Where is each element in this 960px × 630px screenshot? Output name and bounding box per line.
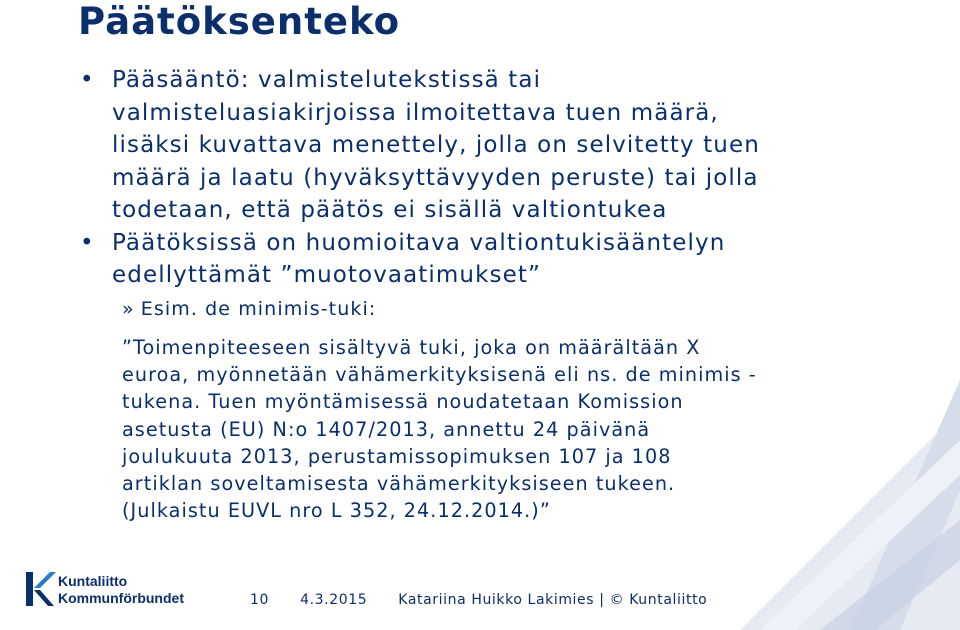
sub-bullet: [122, 296, 882, 323]
bullet-2-line-2: edellyttämät ”muotovaatimukset”: [112, 262, 541, 288]
slide-title: Päätöksenteko: [78, 0, 401, 43]
bullet-list: [80, 64, 870, 292]
decorative-corner-graphic: [700, 380, 960, 630]
bullet-item-2: [80, 227, 870, 292]
logo-wordmark: [58, 573, 184, 607]
logo-line-2: Kommunförbundet: [58, 590, 184, 606]
footer-date: 4.3.2015: [300, 592, 368, 608]
bullet-1-line-2: valmisteluasiakirjoissa ilmoitettava tuen määrä,: [112, 99, 719, 126]
bullet-1-line-5: todetaan, että päätös ei sisällä valtiontukea: [112, 197, 668, 223]
logo-line-1: Kuntaliitto: [58, 573, 128, 589]
quote-line-2: euroa, myönnetään vähämerkityksisenä eli ns. de minimis -: [122, 363, 757, 387]
quote-line-4: asetusta (EU) N:o 1407/2013, annettu 24 päivänä: [122, 417, 651, 441]
bullet-item-1: [80, 64, 870, 227]
bullet-1-line-1: • Pääsääntö: valmistelutekstissä tai: [112, 67, 542, 93]
footer: [250, 592, 707, 608]
quote-line-7: (Julkaistu EUVL nro L 352, 24.12.2014.)”: [122, 499, 551, 523]
footer-author: Katariina Huikko Lakimies | © Kuntaliitto: [398, 592, 708, 608]
bullet-2-line-1: • Päätöksissä on huomioitava valtiontukisääntelyn: [112, 229, 726, 256]
bullet-1-line-4: määrä ja laatu (hyväksyttävyyden peruste) tai jolla: [112, 164, 759, 191]
bullet-1-line-3: lisäksi kuvattava menettely, jolla on selvitetty tuen: [112, 132, 760, 158]
footer-page-number: 10: [250, 592, 270, 608]
quote-line-5: joulukuuta 2013, perustamissopimuksen 107 ja 108: [122, 444, 672, 468]
sub-bullet-text: Esim. de minimis-tuki:: [140, 298, 377, 320]
quote-line-6: artiklan soveltamisesta vähämerkityksiseen tukeen.: [122, 472, 676, 496]
quote-line-3: tukena. Tuen myöntämisessä noudatetaan Komission: [122, 390, 684, 414]
sub-bullet-marker: »: [122, 298, 135, 320]
quote-line-1: ”Toimenpiteeseen sisältyvä tuki, joka on määrältään X: [122, 336, 701, 359]
